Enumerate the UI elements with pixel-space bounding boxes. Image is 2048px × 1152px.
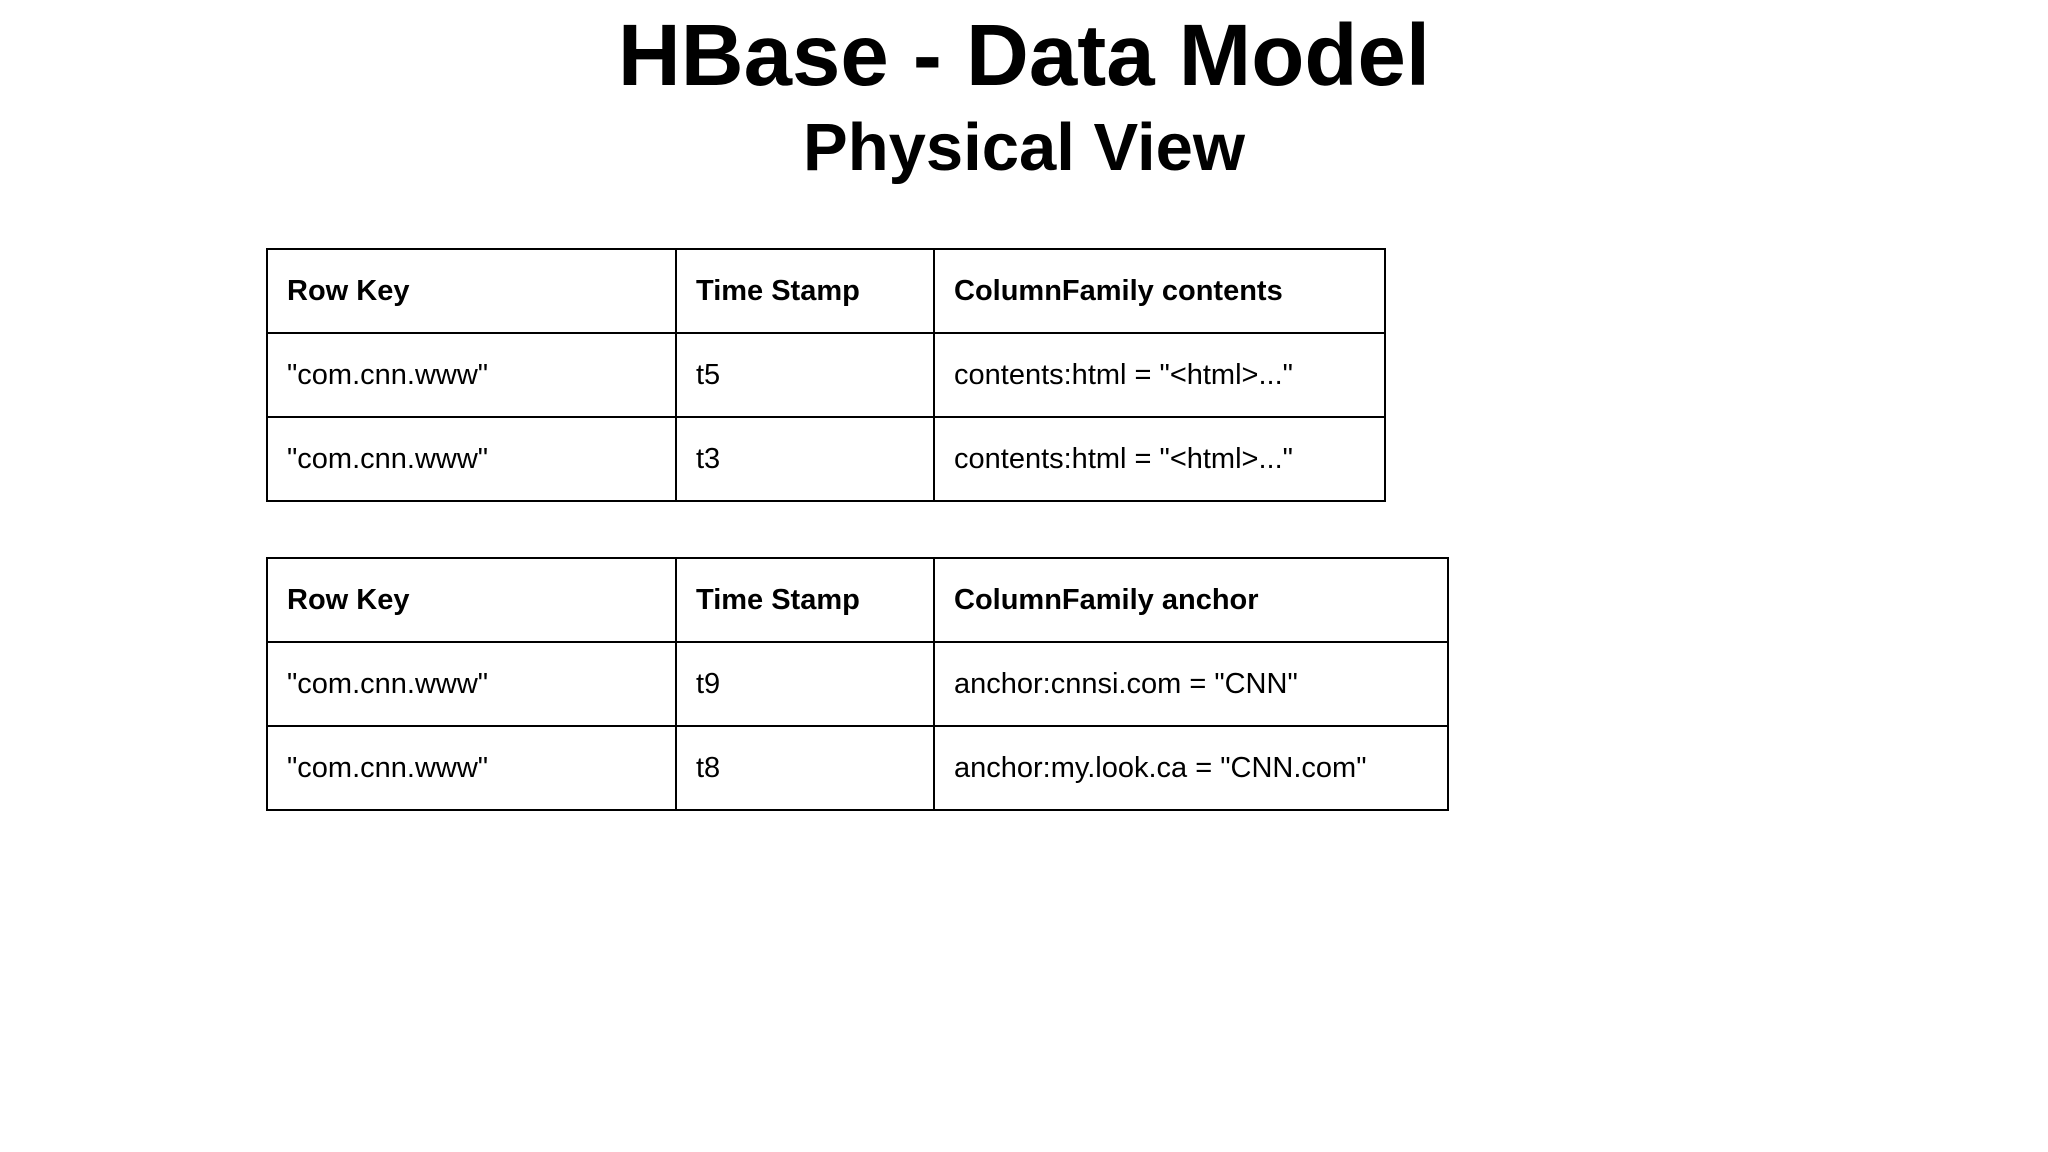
cell-time-stamp: t5 bbox=[676, 333, 934, 417]
cell-row-key: "com.cnn.www" bbox=[267, 642, 676, 726]
cell-column-value: anchor:cnnsi.com = "CNN" bbox=[934, 642, 1448, 726]
slide-title: HBase - Data Model bbox=[617, 7, 1431, 104]
contents-family-table bbox=[266, 248, 1386, 502]
header-row-key: Row Key bbox=[267, 249, 676, 333]
table-row bbox=[267, 417, 1385, 501]
table-header-row bbox=[267, 558, 1448, 642]
header-time-stamp: Time Stamp bbox=[676, 558, 934, 642]
cell-column-value: contents:html = "<html>..." bbox=[934, 333, 1385, 417]
anchor-family-table bbox=[266, 557, 1449, 811]
cell-time-stamp: t8 bbox=[676, 726, 934, 810]
table-row bbox=[267, 726, 1448, 810]
table-header-row bbox=[267, 249, 1385, 333]
cell-row-key: "com.cnn.www" bbox=[267, 726, 676, 810]
cell-column-value: anchor:my.look.ca = "CNN.com" bbox=[934, 726, 1448, 810]
header-column-family: ColumnFamily contents bbox=[934, 249, 1385, 333]
cell-column-value: contents:html = "<html>..." bbox=[934, 417, 1385, 501]
cell-row-key: "com.cnn.www" bbox=[267, 333, 676, 417]
cell-time-stamp: t9 bbox=[676, 642, 934, 726]
slide-subtitle: Physical View bbox=[803, 110, 1245, 185]
header-time-stamp: Time Stamp bbox=[676, 249, 934, 333]
cell-row-key: "com.cnn.www" bbox=[267, 417, 676, 501]
header-column-family: ColumnFamily anchor bbox=[934, 558, 1448, 642]
cell-time-stamp: t3 bbox=[676, 417, 934, 501]
table-row bbox=[267, 333, 1385, 417]
table-row bbox=[267, 642, 1448, 726]
header-row-key: Row Key bbox=[267, 558, 676, 642]
